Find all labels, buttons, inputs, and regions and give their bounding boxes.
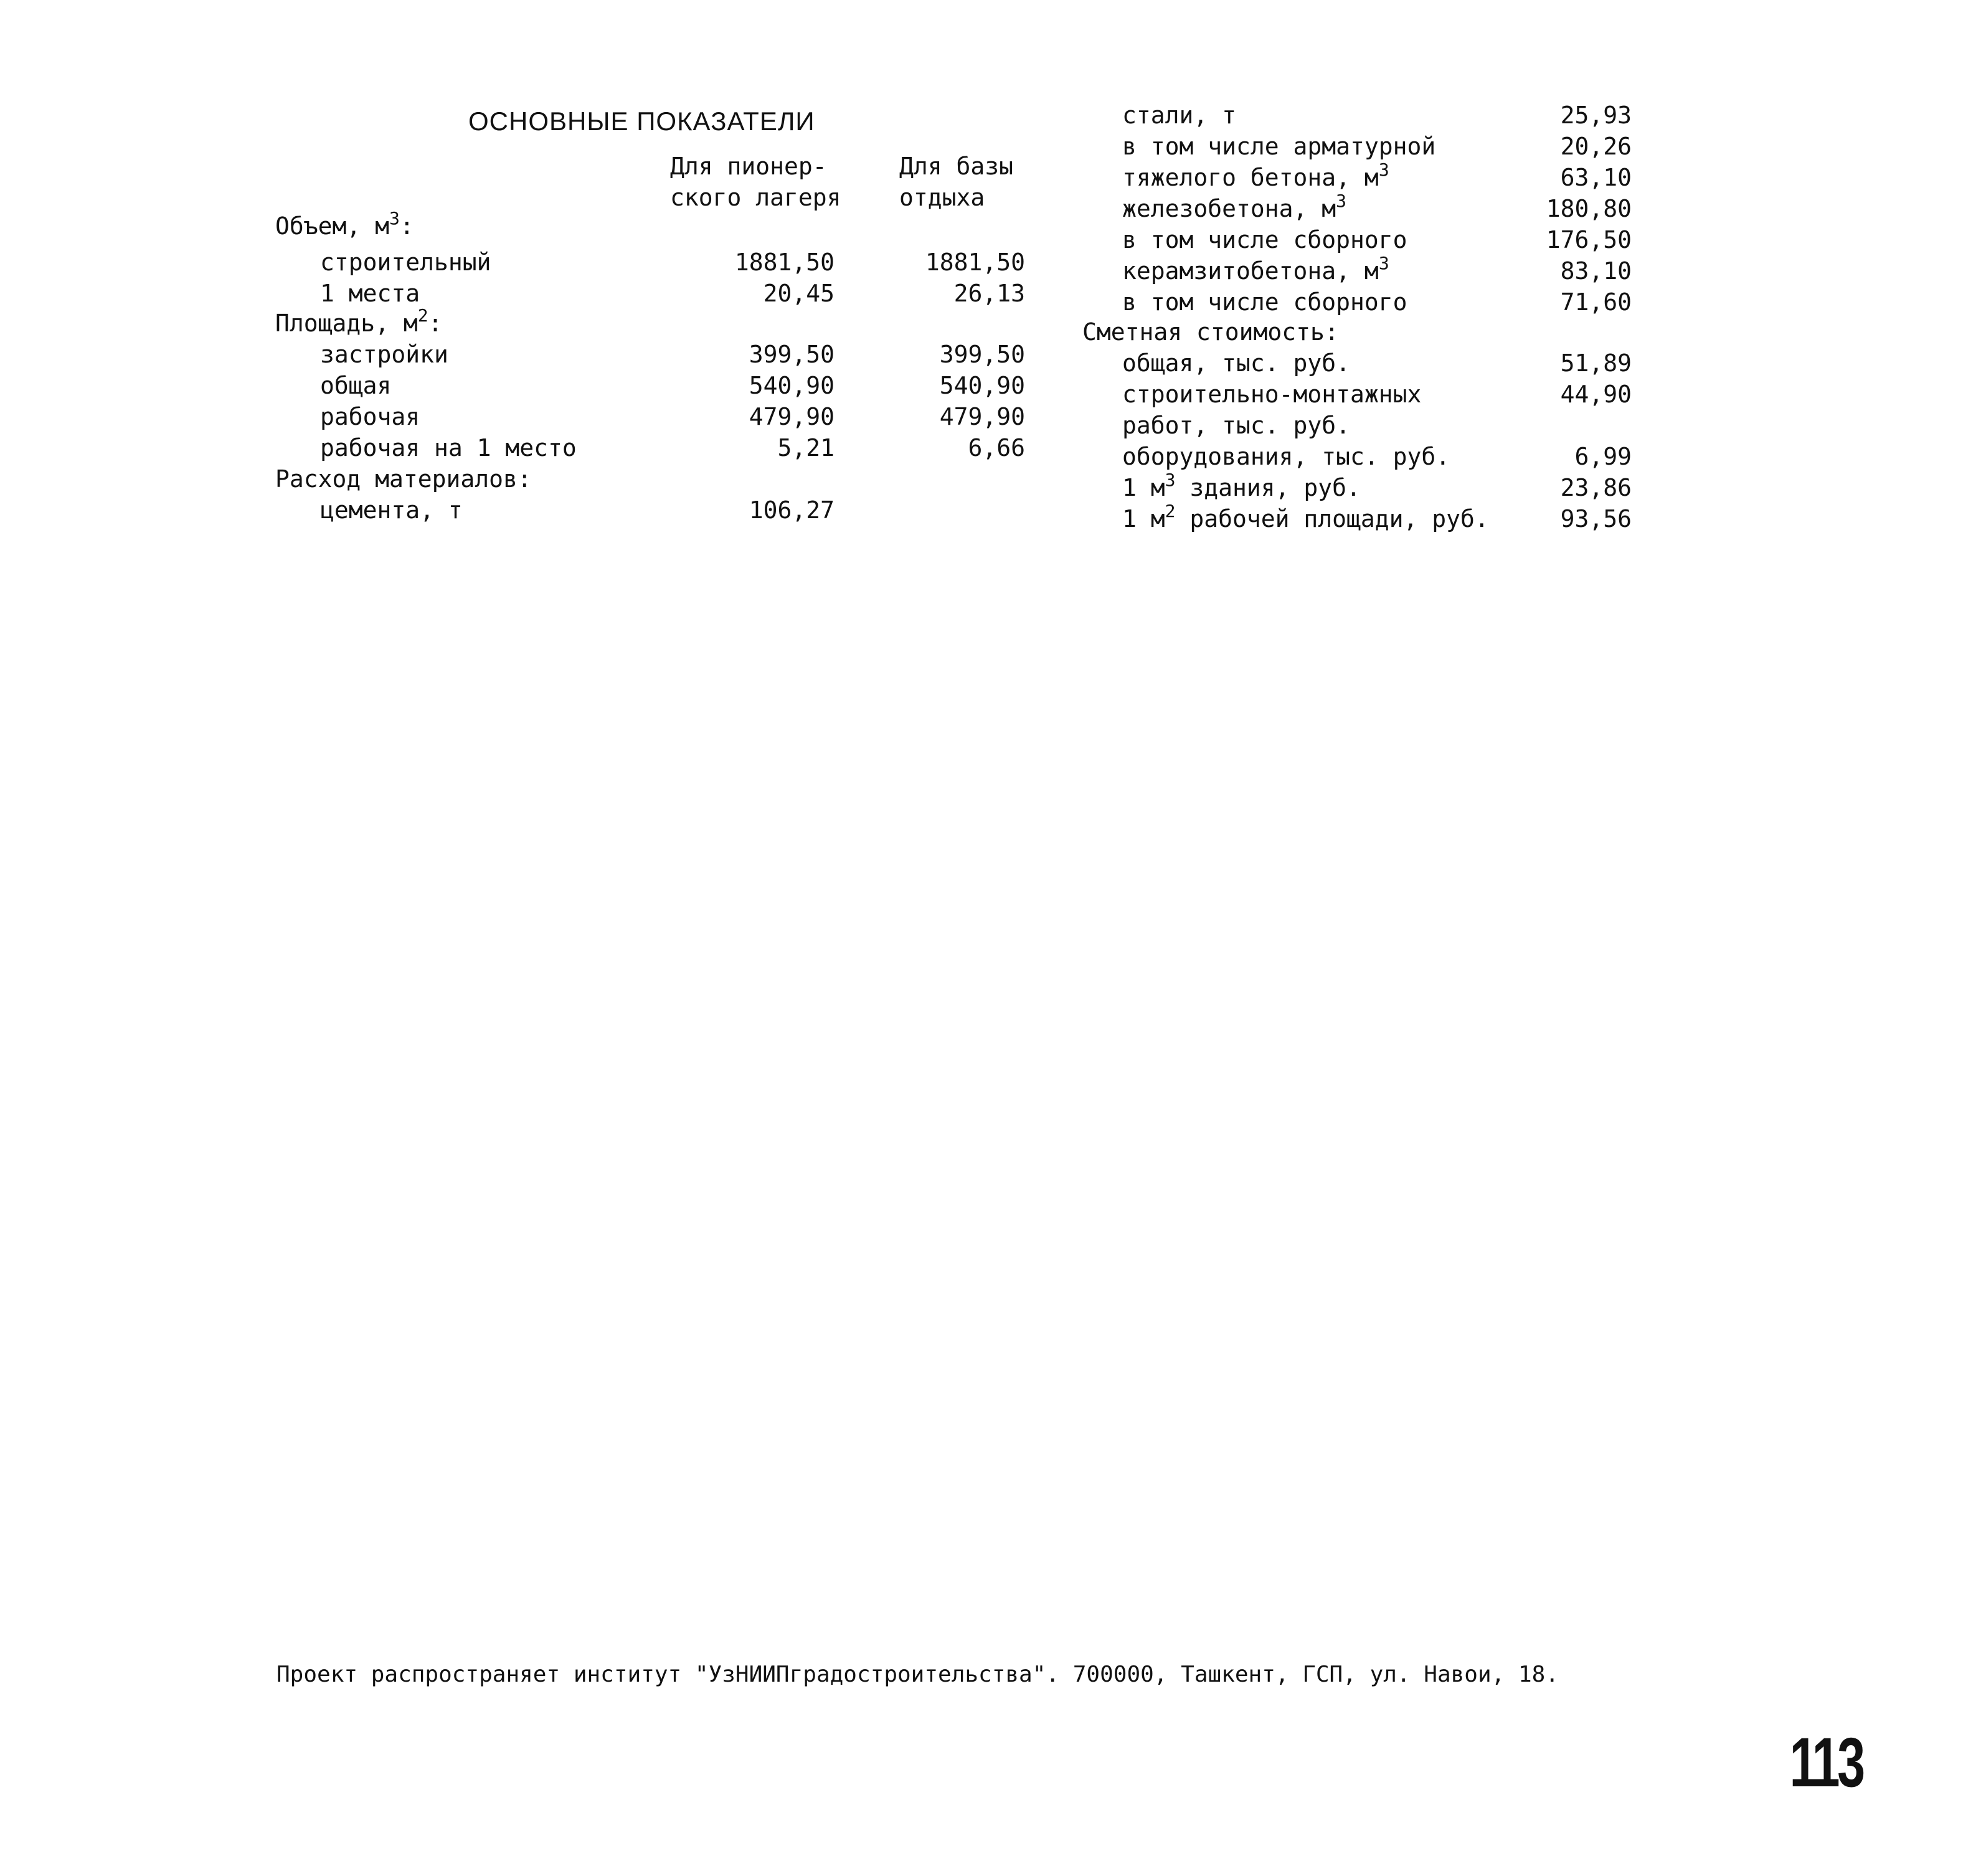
cost-total-label: общая, тыс. руб. bbox=[1122, 349, 1351, 377]
steel-value: 25,93 bbox=[1560, 102, 1632, 129]
column-header-camp-line2: ского лагеря bbox=[670, 184, 841, 211]
cost-total-value: 51,89 bbox=[1560, 349, 1632, 377]
reinforced-concrete-label: железобетона, $м^3$ bbox=[1122, 191, 1347, 222]
reinforced-concrete-value: 180,80 bbox=[1546, 195, 1632, 222]
cost-heading: Сметная стоимость: bbox=[1082, 318, 1339, 346]
area-heading: Площадь, $м^2$: bbox=[275, 305, 443, 337]
construction-volume-camp: 1881,50 bbox=[734, 249, 835, 276]
equipment-value: 6,99 bbox=[1574, 443, 1632, 470]
cement-camp: 106,27 bbox=[749, 496, 835, 524]
construction-works-value: 44,90 bbox=[1560, 381, 1632, 408]
construction-works-label-line2: работ, тыс. руб. bbox=[1122, 412, 1351, 439]
volume-per-place-base: 26,13 bbox=[953, 280, 1025, 307]
steel-label: стали, т bbox=[1122, 102, 1237, 129]
materials-heading: Расход материалов: bbox=[275, 465, 532, 493]
total-area-label: общая bbox=[320, 372, 392, 399]
total-area-base: 540,90 bbox=[939, 372, 1025, 399]
construction-works-label-line1: строительно-монтажных bbox=[1122, 381, 1422, 408]
cost-per-m3-value: 23,86 bbox=[1560, 474, 1632, 501]
built-area-label: застройки bbox=[320, 341, 448, 368]
construction-volume-base: 1881,50 bbox=[925, 249, 1025, 276]
built-area-camp: 399,50 bbox=[749, 341, 835, 368]
rebar-value: 20,26 bbox=[1560, 133, 1632, 160]
cc-precast-label: в том числе сборного bbox=[1122, 288, 1407, 316]
cement-label: цемента, т bbox=[320, 496, 463, 524]
claydite-concrete-value: 83,10 bbox=[1560, 257, 1632, 285]
distributor-footer: Проект распространяет институт "УзНИИПградостроительства". 700000, Ташкент, ГСП, ул. Навои, 18. bbox=[277, 1662, 1559, 1687]
column-header-base-line1: Для базы bbox=[899, 153, 1014, 180]
page-title: ОСНОВНЫЕ ПОКАЗАТЕЛИ bbox=[468, 107, 815, 136]
column-header-base-line2: отдыха bbox=[899, 184, 985, 211]
construction-volume-label: строительный bbox=[320, 249, 491, 276]
cost-per-m2-value: 93,56 bbox=[1560, 505, 1632, 533]
page-number: 113 bbox=[1789, 1723, 1863, 1801]
built-area-base: 399,50 bbox=[939, 341, 1025, 368]
cost-per-m2-label: 1 $м^2$ рабочей площади, руб. bbox=[1122, 501, 1489, 533]
volume-heading: Объем, $м^3$: bbox=[275, 208, 414, 240]
cost-per-m3-label: 1 $м^3$ здания, руб. bbox=[1122, 470, 1361, 501]
working-area-per-place-base: 6,66 bbox=[968, 434, 1025, 462]
rebar-label: в том числе арматурной bbox=[1122, 133, 1436, 160]
equipment-label: оборудования, тыс. руб. bbox=[1122, 443, 1450, 470]
total-area-camp: 540,90 bbox=[749, 372, 835, 399]
cc-precast-value: 71,60 bbox=[1560, 288, 1632, 316]
volume-per-place-camp: 20,45 bbox=[763, 280, 835, 307]
volume-per-place-label: 1 места bbox=[320, 280, 420, 307]
column-header-camp-line1: Для пионер- bbox=[670, 153, 827, 180]
rc-precast-label: в том числе сборного bbox=[1122, 226, 1407, 253]
heavy-concrete-label: тяжелого бетона, $м^3$ bbox=[1122, 159, 1389, 191]
claydite-concrete-label: керамзитобетона, $м^3$ bbox=[1122, 253, 1389, 285]
working-area-per-place-camp: 5,21 bbox=[777, 434, 835, 462]
working-area-base: 479,90 bbox=[939, 403, 1025, 430]
working-area-label: рабочая bbox=[320, 403, 420, 430]
working-area-per-place-label: рабочая на 1 место bbox=[320, 434, 577, 462]
heavy-concrete-value: 63,10 bbox=[1560, 164, 1632, 191]
working-area-camp: 479,90 bbox=[749, 403, 835, 430]
rc-precast-value: 176,50 bbox=[1546, 226, 1632, 253]
